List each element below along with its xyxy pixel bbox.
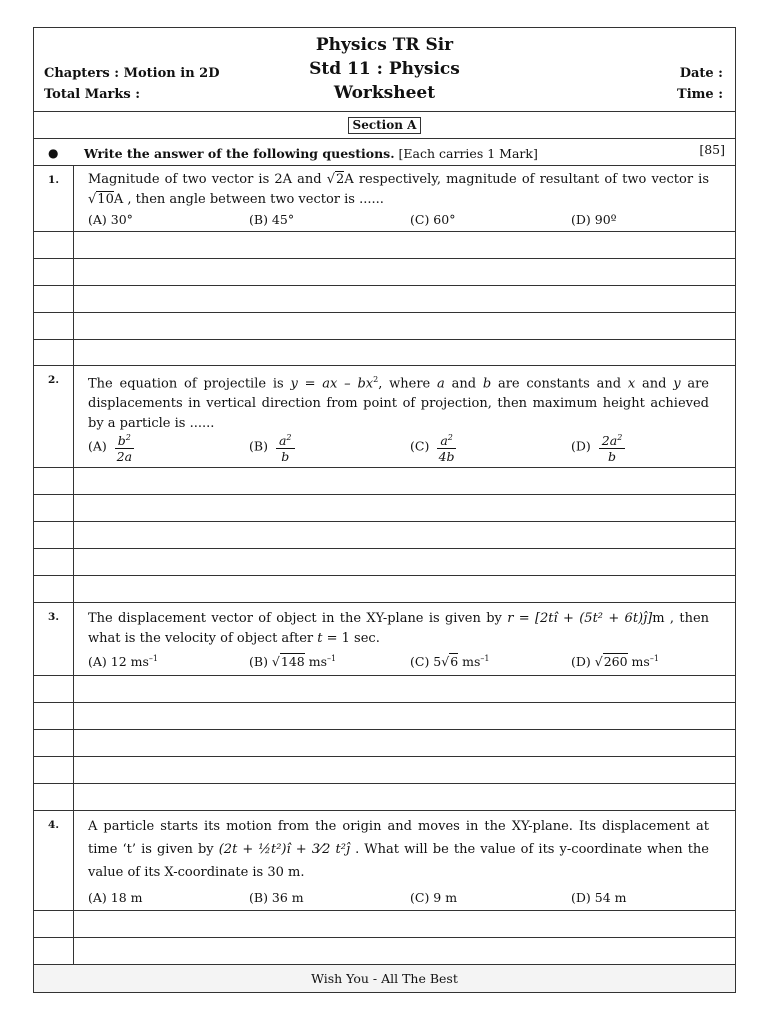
option-d: (D) 90º (571, 212, 617, 227)
bullet-icon: ● (48, 146, 59, 160)
question-text-part: are displacements in vertical direction from point of projection, then maximum height achieved by a particle is ...... (88, 376, 709, 432)
question-text (88, 815, 709, 884)
option-b: (B) 45° (249, 212, 295, 227)
option-a: (A) 12 $ms^{-1}$ (88, 654, 158, 670)
question-text-part: and (444, 376, 483, 392)
option-b: (B) $\frac{a^2}{b}$ (249, 430, 295, 464)
question-number: 3. (48, 611, 59, 623)
answer-line (34, 730, 735, 757)
date-label: Date : (679, 66, 723, 81)
question-text: Magnitude of two vector is 2A and √2A respectively, magnitude of resultant of two vector is √10A , then angle between two vector is ...... (88, 172, 709, 207)
question-text-part: = 1 sec. (322, 631, 380, 646)
question-row-4 (34, 811, 735, 911)
option-a: (A) 30° (88, 212, 133, 227)
displacement-expression: (2t + ½t²)î + 3⁄2 t²ĵ (218, 842, 350, 857)
option-c: (C) 9 m (410, 890, 458, 905)
question-text-part: . What will be the value of its y-coordinate when the value of its X-coordinate is 30 m. (88, 842, 709, 880)
answer-line (34, 549, 735, 576)
question-number: 4. (48, 819, 59, 831)
section-label: Section A (348, 117, 422, 134)
option-b: (B) 36 m (249, 890, 304, 905)
total-marks-value: [85] (699, 142, 725, 157)
option-c: (C) 5√6 $ms^{-1}$ (410, 654, 490, 670)
variable: a (437, 376, 445, 392)
answer-line (34, 468, 735, 495)
answer-line (34, 938, 735, 965)
section-heading-row (34, 112, 735, 139)
variable: b (482, 376, 492, 392)
variable: y (673, 376, 681, 392)
brand-line-1: Physics TR Sir (315, 35, 454, 55)
answer-line (34, 784, 735, 811)
question-text-part: The displacement vector of object in the XY-plane is given by (88, 611, 508, 626)
option-c: (C) $\frac{a^2}{4b}$ (410, 430, 456, 464)
option-d: (D) $\frac{2a^2}{b}$ (571, 430, 625, 464)
option-a: (A) $\frac{b^2}{2a}$ (88, 430, 134, 464)
option-d: (D) √260 $ms^{-1}$ (571, 654, 659, 670)
answer-line (34, 313, 735, 340)
option-d: (D) 54 m (571, 890, 627, 905)
question-text (88, 609, 709, 649)
answer-line (34, 757, 735, 784)
vector-expression: r = [2tî + (5t² + 6t)ĵ] (507, 611, 653, 626)
option-a: (A) 18 m (88, 890, 143, 905)
question-text-part: The equation of projectile is (88, 376, 291, 392)
answer-line (34, 259, 735, 286)
sqrt-value: 10 (97, 192, 114, 207)
footer-message: Wish You - All The Best (34, 965, 735, 992)
question-row-1 (34, 166, 735, 232)
total-marks-label: Total Marks : (44, 87, 141, 102)
question-text-part: A respectively, magnitude of resultant of two vector is (344, 172, 709, 187)
instruction-text (84, 146, 538, 161)
answer-line (34, 676, 735, 703)
brand-line-3: Worksheet (333, 83, 436, 103)
variable: x (627, 376, 636, 392)
chapters-label: Chapters : Motion in 2D (44, 66, 220, 81)
option-b: (B) √148 $ms^{-1}$ (249, 654, 337, 670)
question-number: 1. (48, 174, 59, 186)
answer-line (34, 340, 735, 366)
option-c: (C) 60° (410, 212, 456, 227)
question-text: The equation of projectile is y = ax – $bx^2$, where a and b are constants and x and y are displacements in vertical direction from point of projection, then maximum height achieved by a particle is ...... (88, 375, 709, 432)
question-text-part: are constants and (491, 376, 628, 392)
time-label: Time : (677, 87, 723, 102)
question-text-part: , where (378, 376, 438, 392)
worksheet-header (34, 28, 735, 112)
question-text-part: m , then what is the velocity of object after (88, 611, 710, 646)
question-text-part: and (635, 376, 674, 392)
answer-line (34, 286, 735, 313)
answer-line (34, 522, 735, 549)
variable: t (317, 631, 323, 646)
brand-line-2: Std 11 : Physics (309, 59, 460, 79)
answer-line (34, 911, 735, 938)
answer-line (34, 232, 735, 259)
question-row-2 (34, 366, 735, 468)
instruction-bold: Write the answer of the following questions. (84, 146, 395, 161)
question-number: 2. (48, 374, 59, 386)
answer-line (34, 703, 735, 730)
instruction-note: [Each carries 1 Mark] (398, 146, 538, 161)
question-text-part: A particle starts its motion from the origin and moves in the XY-plane. Its displacement at time ‘t’ is given by (88, 819, 709, 857)
equation: y = ax – bx (290, 376, 374, 392)
question-row-3 (34, 603, 735, 676)
worksheet-page (33, 27, 736, 993)
sqrt-value: 2 (336, 172, 345, 187)
question-text-part: Magnitude of two vector is 2A and (88, 172, 327, 187)
answer-line (34, 495, 735, 522)
question-text-part: A , then angle between two vector is ...... (113, 192, 384, 207)
answer-line (34, 576, 735, 603)
instruction-row (34, 139, 735, 166)
